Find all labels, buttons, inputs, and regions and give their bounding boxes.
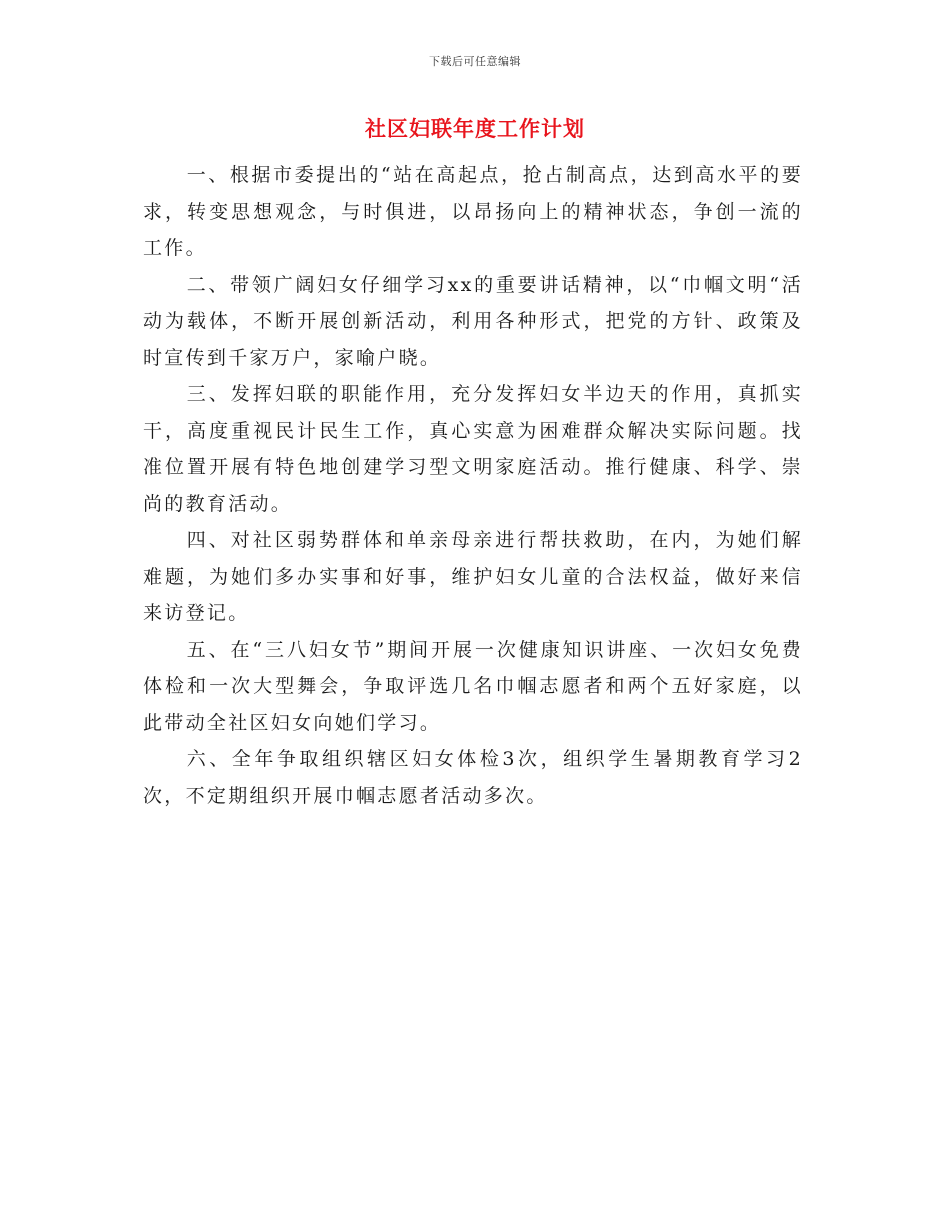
paragraph-4: 四、对社区弱势群体和单亲母亲进行帮扶救助，在内，为她们解难题，为她们多办实事和好事，维护妇女儿童的合法权益，做好来信来访登记。 xyxy=(143,529,803,624)
paragraph-5: 五、在“三八妇女节”期间开展一次健康知识讲座、一次妇女免费体检和一次大型舞会，争取评选几名巾帼志愿者和两个五好家庭，以此带动全社区妇女向她们学习。 xyxy=(143,638,803,734)
header-note: 下载后可任意编辑 xyxy=(429,55,521,68)
paragraph-6: 六、全年争取组织辖区妇女体检3次，组织学生暑期教育学习2次，不定期组织开展巾帼志愿者活动多次。 xyxy=(143,748,803,807)
paragraph-1: 一、根据市委提出的“站在高起点，抢占制高点，达到高水平的要求，转变思想观念，与时俱进，以昂扬向上的精神状态，争创一流的工作。 xyxy=(143,164,803,259)
document-body xyxy=(143,157,803,814)
paragraph-2: 二、带领广阔妇女仔细学习xx的重要讲话精神，以“巾帼文明“活动为载体，不断开展创新活动，利用各种形式，把党的方针、政策及时宣传到千家万户，家喻户晓。 xyxy=(143,273,803,369)
document-title: 社区妇联年度工作计划 xyxy=(365,116,585,141)
paragraph-3: 三、发挥妇联的职能作用，充分发挥妇女半边天的作用，真抓实干，高度重视民计民生工作，真心实意为困难群众解决实际问题。找准位置开展有特色地创建学习型文明家庭活动。推行健康、科学、崇尚的教育活动。 xyxy=(143,383,803,515)
